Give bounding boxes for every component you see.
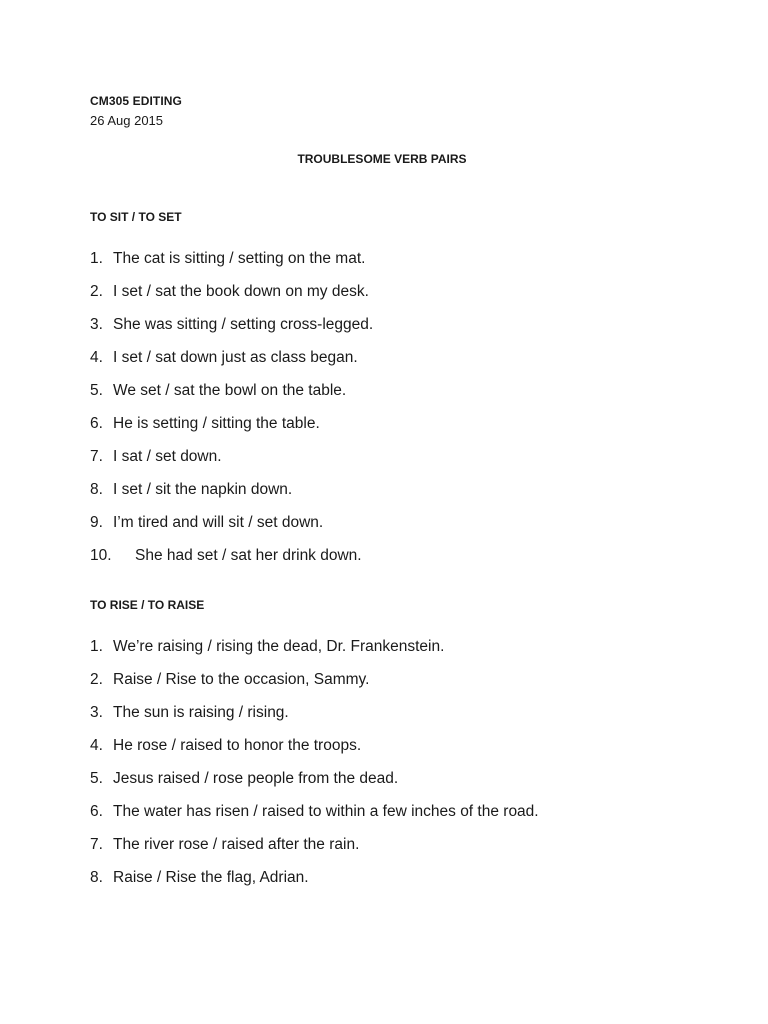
item-number: 7.: [90, 836, 103, 853]
item-text: The sun is raising / rising.: [113, 704, 289, 721]
item-number: 1.: [90, 638, 103, 655]
item-text: I’m tired and will sit / set down.: [113, 514, 324, 531]
list-item: [90, 637, 539, 670]
list-item: [90, 381, 373, 414]
item-number: 4.: [90, 349, 103, 366]
list-item: [90, 736, 539, 769]
list-item: [90, 348, 373, 381]
item-number: 6.: [90, 803, 103, 820]
item-text: I set / sit the napkin down.: [113, 481, 293, 498]
document-date: 26 Aug 2015: [90, 113, 164, 128]
list-item: [90, 835, 539, 868]
item-text: We’re raising / rising the dead, Dr. Frankenstein.: [113, 638, 445, 655]
item-text: Jesus raised / rose people from the dead.: [113, 770, 399, 787]
item-number: 8.: [90, 481, 103, 498]
item-number: 4.: [90, 737, 103, 754]
item-text: Raise / Rise to the occasion, Sammy.: [113, 671, 370, 688]
item-number: 5.: [90, 770, 103, 787]
item-text: The river rose / raised after the rain.: [113, 836, 360, 853]
list-item: [90, 513, 373, 546]
list-item: [90, 447, 373, 480]
list-item: [90, 414, 373, 447]
item-text: I set / sat the book down on my desk.: [113, 283, 369, 300]
item-number: 10.: [90, 547, 112, 564]
list-item: [90, 703, 539, 736]
item-text: She had set / sat her drink down.: [135, 547, 362, 564]
exercise-list-sit-set: [90, 249, 373, 579]
item-number: 2.: [90, 671, 103, 688]
list-item: [90, 480, 373, 513]
item-number: 9.: [90, 514, 103, 531]
section-heading-sit-set: TO SIT / TO SET: [90, 210, 182, 224]
section-heading-rise-raise: TO RISE / TO RAISE: [90, 598, 205, 612]
course-code: CM305 EDITING: [90, 94, 182, 108]
item-text: The water has risen / raised to within a few inches of the road.: [113, 803, 539, 820]
item-number: 1.: [90, 250, 103, 267]
document-title: TROUBLESOME VERB PAIRS: [297, 152, 467, 166]
item-text: Raise / Rise the flag, Adrian.: [113, 869, 309, 886]
item-text: I set / sat down just as class began.: [113, 349, 358, 366]
list-item: [90, 282, 373, 315]
list-item: [90, 802, 539, 835]
item-number: 8.: [90, 869, 103, 886]
item-number: 7.: [90, 448, 103, 465]
item-number: 3.: [90, 316, 103, 333]
list-item: [90, 769, 539, 802]
item-text: He is setting / sitting the table.: [113, 415, 320, 432]
item-text: We set / sat the bowl on the table.: [113, 382, 347, 399]
item-number: 5.: [90, 382, 103, 399]
item-text: I sat / set down.: [113, 448, 222, 465]
list-item: [90, 249, 373, 282]
item-text: The cat is sitting / setting on the mat.: [113, 250, 366, 267]
list-item: [90, 546, 373, 579]
item-text: She was sitting / setting cross-legged.: [113, 316, 374, 333]
item-number: 2.: [90, 283, 103, 300]
item-text: He rose / raised to honor the troops.: [113, 737, 362, 754]
list-item: [90, 670, 539, 703]
item-number: 6.: [90, 415, 103, 432]
list-item: [90, 868, 539, 901]
list-item: [90, 315, 373, 348]
item-number: 3.: [90, 704, 103, 721]
exercise-list-rise-raise: [90, 637, 539, 901]
